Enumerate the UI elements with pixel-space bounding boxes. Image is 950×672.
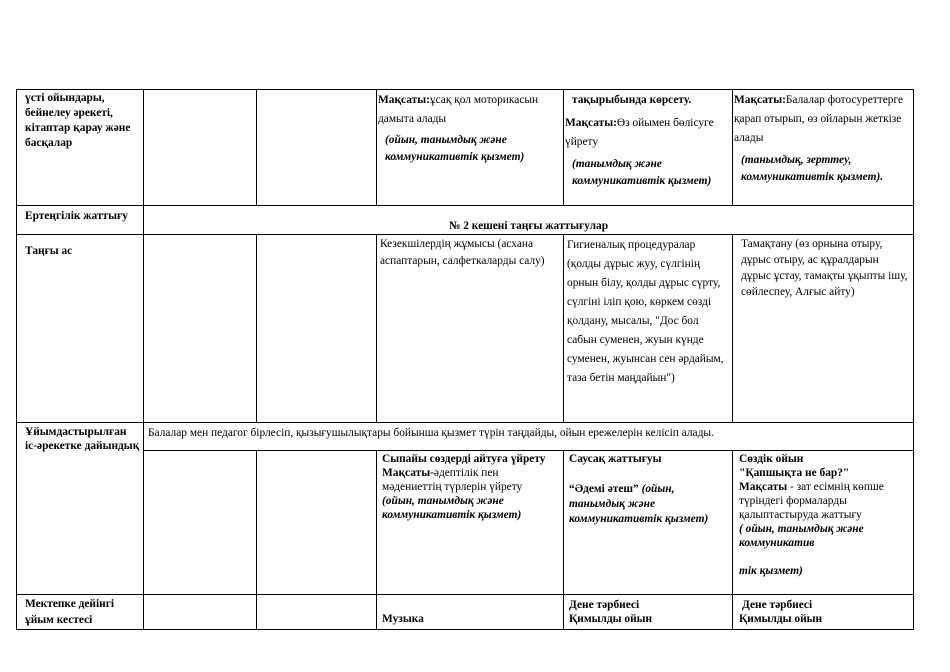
duty-text: Кезекшілердің жұмысы (асхана аспаптарын, салфеткаларды салу): [380, 238, 545, 267]
game-name: "Қапшықта не бар?": [739, 467, 850, 479]
row-label-text: Мектепке дейінгі ұйым кестесі: [25, 598, 115, 626]
table-row: [17, 451, 914, 595]
activity-cell: [564, 90, 733, 206]
hygiene-text: Гигиеналық процедуралар (қолды дұрыс жуу, сүлгінің орнын білу, қолды дұрыс сүрту, сүлгіні іліп қою, көркем сөзді қолдану, мысалы, "Дос бол сабын суменен, жуын күнде суменен, жуынсан сен әрдайым, таза бетін маңдайын"): [567, 239, 724, 384]
activity-cell: [564, 235, 733, 423]
empty-cell: [257, 235, 377, 423]
empty-cell: [257, 595, 377, 630]
schedule-cell: [733, 595, 914, 630]
activity-topic: тақырыбында көрсету.: [572, 94, 692, 106]
empty-cell: [144, 451, 257, 595]
activity-cell: [733, 235, 914, 423]
activity-type-note: (танымдық және коммуникативтік қызмет): [572, 158, 712, 187]
goal-label: Мақсаты:: [565, 117, 617, 129]
exercise-complex-title: № 2 кешені таңғы жаттығулар: [448, 220, 609, 232]
row-label: [17, 423, 144, 595]
schedule-pe: Дене тәрбиесі: [742, 599, 813, 611]
activity-title: Саусақ жаттығуы: [569, 453, 662, 465]
table-row: [17, 206, 914, 235]
table-row: [17, 235, 914, 423]
row-label-text: үсті ойындары, бейнелеу әрекеті, кітаптар қарау және басқалар: [25, 92, 131, 149]
activity-title: Сыпайы сөздерді айтуға үйрету: [382, 453, 546, 465]
activity-type-note: ( ойын, танымдық және коммуникатив: [739, 523, 864, 549]
empty-cell: [144, 90, 257, 206]
table-row: [17, 423, 914, 451]
activity-type-note: (ойын, танымдық және коммуникативтік қызмет): [385, 134, 525, 163]
activity-cell: [377, 235, 564, 423]
goal-label: Мақсаты-: [382, 467, 434, 479]
activity-type-note-cont: коммуникативтік қызмет): [569, 513, 709, 525]
goal-text: әдептілік пен мәдениеттің түрлерін үйрету: [382, 467, 523, 493]
goal-label: Мақсаты:: [378, 94, 430, 106]
goal-label: Мақсаты: [739, 481, 788, 493]
activity-cell: [377, 451, 564, 595]
empty-cell: [257, 90, 377, 206]
morning-exercise-cell: [144, 206, 914, 235]
empty-cell: [144, 595, 257, 630]
empty-cell: [144, 235, 257, 423]
game-name: “Әдемі әтеш”: [569, 483, 639, 495]
row-label: [17, 206, 144, 235]
activity-type-note: (танымдық, зерттеу, коммуникативтік қызмет).: [741, 154, 884, 183]
preparation-text: Балалар мен педагог бірлесіп, қызығушылықтары бойынша қызмет түрін таңдайды, ойын ережелерін келісіп алады.: [148, 427, 714, 439]
meal-text: Тамақтану (өз орнына отыру, дұрыс отыру, ас құралдарын дұрыс ұстау, тамақты ұқыпты ішу, сөйлеспеу, Алғыс айту): [741, 238, 908, 298]
goal-label: Мақсаты:: [734, 94, 786, 106]
daily-plan-table: [16, 89, 914, 630]
activity-title: Сөздік ойын: [739, 453, 804, 465]
schedule-music: Музыка: [382, 613, 424, 625]
activity-cell: [733, 90, 914, 206]
row-label-text: Ұйымдастырылған іс-әрекетке дайындық: [25, 426, 140, 452]
empty-cell: [257, 451, 377, 595]
row-label: [17, 595, 144, 630]
table-row: [17, 595, 914, 630]
table-row: [17, 90, 914, 206]
schedule-movement-game: Қимылды ойын: [569, 613, 653, 625]
activity-cell: [564, 451, 733, 595]
row-label: [17, 90, 144, 206]
activity-cell: [377, 90, 564, 206]
row-label-text: Ертеңгілік жаттығу: [25, 210, 128, 222]
schedule-movement-game: Қимылды ойын: [739, 613, 823, 625]
activity-type-note: (ойын, танымдық және: [569, 483, 675, 510]
goal-text: Балалар фотосуреттерге қарап отырып, өз ойларын жеткізе алады: [734, 94, 904, 144]
preparation-cell: [144, 423, 914, 451]
goal-text: Өз ойымен бөлісуге үйрету: [565, 117, 714, 148]
schedule-cell: [377, 595, 564, 630]
activity-cell: [733, 451, 914, 595]
schedule-cell: [564, 595, 733, 630]
row-label-text: Таңғы ас: [25, 245, 73, 257]
goal-text: ұсақ қол моторикасын дамыта алады: [378, 94, 539, 125]
schedule-pe: Дене тәрбиесі: [569, 599, 640, 611]
row-label: [17, 235, 144, 423]
activity-type-note: (ойын, танымдық және коммуникативтік қызмет): [382, 495, 522, 521]
goal-text: - зат есімнің көпше түріндегі формаларды қалыптастыруда жаттығу: [739, 481, 884, 521]
activity-type-note-cont: тік қызмет): [739, 565, 803, 577]
